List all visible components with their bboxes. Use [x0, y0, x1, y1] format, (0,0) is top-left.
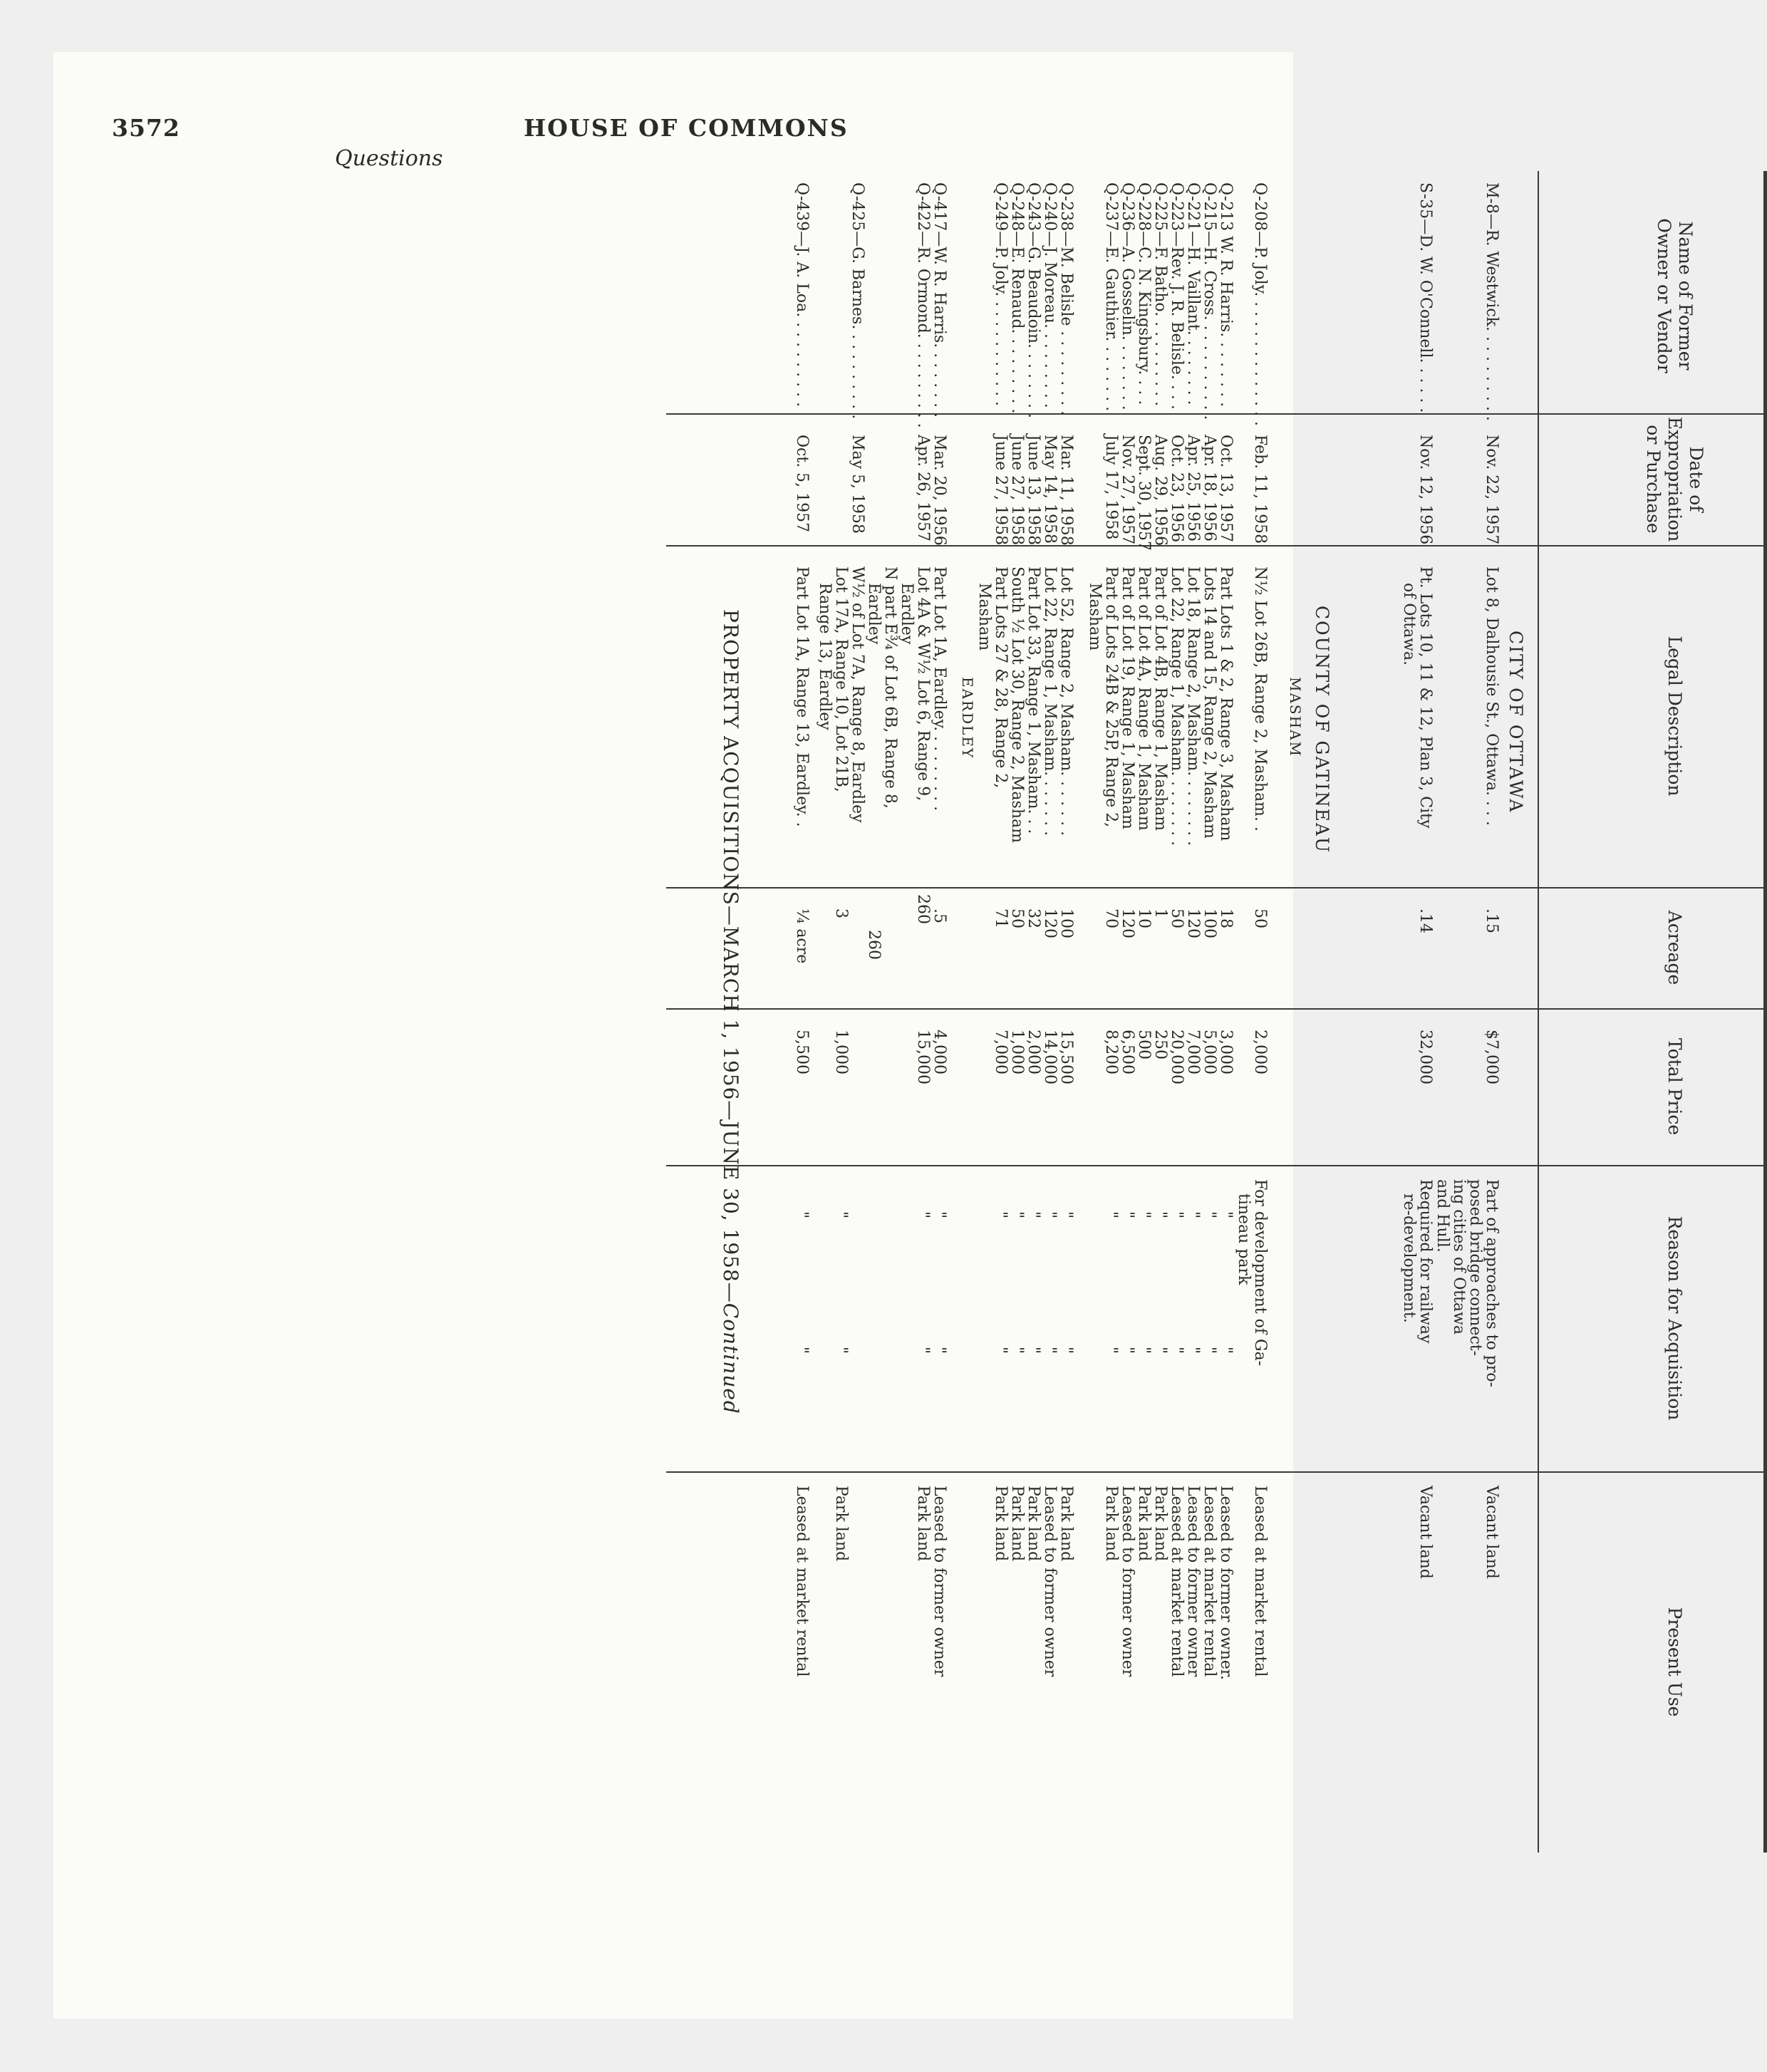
- acquisition-date: Mar. 11, 1958: [1057, 435, 1075, 546]
- acreage: 3: [832, 908, 850, 918]
- ditto-mark: ": [1184, 1347, 1202, 1354]
- acreage: .14: [1416, 908, 1434, 933]
- total-price: 8,200: [1102, 1030, 1120, 1074]
- legal-description: Lots 14 and 15, Range 2, Masham: [1201, 566, 1218, 839]
- acquisition-date: June 13, 1958: [1025, 435, 1042, 546]
- legal-description: Eardley: [898, 583, 916, 645]
- former-owner: Q-237—E. Gauthier. . . . . . . .: [1102, 182, 1120, 412]
- former-owner: Q-248—E. Renaud. . . . . . . . .: [1008, 182, 1026, 414]
- total-price: 5,500: [793, 1030, 811, 1074]
- ditto-mark: ": [1184, 1211, 1202, 1219]
- former-owner: S-35—D. W. O'Connell. . . . . .: [1416, 182, 1434, 413]
- legal-description: Part Lot 33, Range 1, Masham. . .: [1025, 566, 1042, 834]
- ditto-mark: ": [992, 1347, 1010, 1354]
- acquisition-date: Apr. 26, 1957: [914, 435, 932, 542]
- header-acreage: Acreage: [1664, 910, 1685, 985]
- total-price: 7,000: [992, 1030, 1010, 1074]
- acreage: 120: [1041, 908, 1059, 938]
- present-use: Vacant land: [1416, 1486, 1434, 1579]
- acquisition-date: May 5, 1958: [849, 435, 866, 534]
- present-use: Vacant land: [1483, 1486, 1501, 1579]
- former-owner: Q-425—G. Barnes. . . . . . . . . .: [849, 182, 866, 420]
- total-price: 4,000: [931, 1030, 948, 1074]
- present-use: Park land: [992, 1486, 1010, 1562]
- ditto-mark: ": [1008, 1211, 1026, 1219]
- total-price: 500: [1135, 1030, 1153, 1060]
- former-owner: Q-439—J. A. Loa. . . . . . . . . .: [793, 182, 811, 408]
- present-use: Park land: [1102, 1486, 1120, 1562]
- legal-description: Part Lot 1A, Range 13, Eardley. .: [793, 566, 811, 827]
- acreage: 260: [914, 894, 932, 924]
- legal-description: Lot 22, Range 1, Masham. . . . . . .: [1041, 566, 1059, 836]
- legal-description: Pt. Lots 10, 11 & 12, Plan 3, City: [1416, 566, 1434, 829]
- ditto-mark: ": [1102, 1211, 1120, 1219]
- acquisition-reason: ing cities of Ottawa: [1450, 1179, 1468, 1335]
- ditto-mark: ": [914, 1347, 932, 1354]
- acquisition-reason: Part of approaches to pro-: [1483, 1179, 1501, 1387]
- column-divider: [666, 545, 1767, 547]
- ditto-mark: ": [1135, 1211, 1153, 1219]
- present-use: Park land: [1057, 1486, 1075, 1562]
- former-owner: Q-422—R. Ormond. . . . . . . . . .: [914, 182, 932, 428]
- header-name: Name of Former Owner or Vendor: [1654, 218, 1696, 373]
- column-divider: [666, 1165, 1767, 1166]
- total-price: $7,000: [1483, 1030, 1501, 1084]
- header-legal: Legal Description: [1664, 636, 1685, 797]
- acquisition-date: Apr. 18, 1956: [1201, 435, 1218, 542]
- acreage: 70: [1102, 908, 1120, 928]
- acreage: 50: [1008, 908, 1026, 928]
- present-use: Park land: [832, 1486, 850, 1562]
- subsection-eardley: EARDLEY: [959, 677, 976, 760]
- acreage: 100: [1057, 908, 1075, 938]
- header-price: Total Price: [1664, 1037, 1685, 1136]
- total-price: 15,500: [1057, 1030, 1075, 1084]
- acquisition-date: Nov. 22, 1957: [1483, 435, 1501, 545]
- acreage: 50: [1168, 908, 1186, 928]
- column-divider: [666, 1008, 1767, 1010]
- present-use: Leased at market rental: [1201, 1486, 1218, 1677]
- ditto-mark: ": [1217, 1347, 1235, 1354]
- former-owner: Q-249—P. Joly. . . . . . . . . . . .: [992, 182, 1010, 407]
- acquisition-date: Aug. 29, 1956: [1151, 435, 1169, 547]
- acreage: 120: [1119, 908, 1136, 938]
- acreage: 100: [1201, 908, 1218, 938]
- total-price: 14,000: [1041, 1030, 1059, 1084]
- present-use: Park land: [1151, 1486, 1169, 1562]
- present-use: Park land: [1008, 1486, 1026, 1562]
- acquisition-date: Oct. 5, 1957: [793, 435, 811, 533]
- ditto-mark: ": [1217, 1211, 1235, 1219]
- present-use: Leased to former owner: [931, 1486, 948, 1677]
- ditto-mark: ": [832, 1347, 850, 1354]
- acreage: 50: [1251, 908, 1269, 928]
- acquisition-date: Sept. 30, 1957: [1135, 435, 1153, 551]
- ditto-mark: ": [931, 1211, 948, 1219]
- ditto-mark: ": [1102, 1347, 1120, 1354]
- total-price: 2,000: [1025, 1030, 1042, 1074]
- subsection-masham: MASHAM: [1287, 677, 1304, 757]
- former-owner: Q-208—P. Joly. . . . . . . . . . . . . .: [1251, 182, 1269, 427]
- acreage: .5: [931, 908, 948, 923]
- legal-description: Part Lots 1 & 2, Range 3, Masham: [1217, 566, 1235, 841]
- ditto-mark: ": [1119, 1211, 1136, 1219]
- ditto-mark: ": [793, 1347, 811, 1354]
- acreage: 120: [1184, 908, 1202, 938]
- property-table: [666, 171, 1767, 1853]
- legal-description: N½ Lot 26B, Range 2, Masham. .: [1251, 566, 1269, 832]
- total-price: 2,000: [1251, 1030, 1269, 1074]
- acquisition-date: June 27, 1958: [1008, 435, 1026, 546]
- legal-description: Part of Lot 19, Range 1, Masham: [1119, 566, 1136, 829]
- legal-description: Masham: [1086, 583, 1104, 651]
- present-use: Leased to former owner.: [1217, 1486, 1235, 1680]
- acquisition-date: Mar. 20, 1956: [931, 435, 948, 546]
- acquisition-date: Nov. 12, 1956: [1416, 435, 1434, 545]
- legal-description: Lot 4A & W½ Lot 6, Range 9,: [914, 566, 932, 802]
- present-use: Leased to former owner: [1119, 1486, 1136, 1677]
- former-owner: Q-223—Rev. J. R. Belisle. . . .: [1168, 182, 1186, 410]
- acquisition-date: Oct. 23, 1956: [1168, 435, 1186, 543]
- former-owner: Q-236—A. Gosselin. . . . . . . .: [1119, 182, 1136, 410]
- header-use: Present Use: [1664, 1607, 1685, 1717]
- acreage: 1: [1151, 908, 1169, 918]
- former-owner: Q-417—W. R. Harris. . . . . . . .: [931, 182, 948, 418]
- acreage: 10: [1135, 908, 1153, 928]
- acquisition-date: Apr. 25, 1956: [1184, 435, 1202, 542]
- header-date: Date of Expropriation or Purchase: [1643, 417, 1706, 542]
- legal-description: Masham: [975, 583, 993, 651]
- acquisition-reason: tineau park: [1235, 1193, 1253, 1285]
- ditto-mark: ": [1057, 1347, 1075, 1354]
- acquisition-date: July 17, 1958: [1102, 435, 1120, 540]
- acquisition-reason: re-development.: [1400, 1193, 1418, 1323]
- ditto-mark: ": [914, 1211, 932, 1219]
- acreage: ¼ acre: [793, 908, 811, 964]
- page-number: 3572: [112, 114, 180, 142]
- total-price: 32,000: [1416, 1030, 1434, 1084]
- ditto-mark: ": [1119, 1347, 1136, 1354]
- present-use: Park land: [914, 1486, 932, 1562]
- acreage: 71: [992, 908, 1010, 928]
- acquisition-date: Nov. 27, 1957: [1119, 435, 1136, 545]
- present-use: Park land: [1135, 1486, 1153, 1562]
- former-owner: Q-243—G. Beaudoin. . . . . . . .: [1025, 182, 1042, 418]
- section-label: Questions: [335, 146, 443, 171]
- legal-description: W½ of Lot 7A, Range 8, Eardley: [849, 566, 866, 823]
- ditto-mark: ": [832, 1211, 850, 1219]
- ditto-mark: ": [931, 1347, 948, 1354]
- ditto-mark: ": [1057, 1211, 1075, 1219]
- ditto-mark: ": [1168, 1211, 1186, 1219]
- ditto-mark: ": [1041, 1347, 1059, 1354]
- former-owner: Q-240—J. Moreau. . . . . . . . .: [1041, 182, 1059, 408]
- total-price: 15,000: [914, 1030, 932, 1084]
- former-owner: Q-228—C. N. Kingsbury. . . .: [1135, 182, 1153, 405]
- legal-description: Lot 17A, Range 10, Lot 21B,: [832, 566, 850, 792]
- legal-description: of Ottawa.: [1400, 583, 1418, 666]
- ditto-mark: ": [1025, 1347, 1042, 1354]
- acreage: 260: [865, 930, 883, 960]
- total-price: 20,000: [1168, 1030, 1186, 1084]
- ditto-mark: ": [1168, 1347, 1186, 1354]
- total-price: 6,500: [1119, 1030, 1136, 1074]
- present-use: Leased at market rental: [793, 1486, 811, 1677]
- acquisition-date: June 27, 1958: [992, 435, 1010, 546]
- legal-description: Part of Lot 4A, Range 1, Masham: [1135, 566, 1153, 831]
- legal-description: Lot 8, Dalhousie St., Ottawa. . . .: [1483, 566, 1501, 827]
- total-price: 3,000: [1217, 1030, 1235, 1074]
- former-owner: Q-221—H. Vaillant. . . . . . . .: [1184, 182, 1202, 405]
- present-use: Leased at market rental: [1168, 1486, 1186, 1677]
- total-price: 1,000: [1008, 1030, 1026, 1074]
- table-title-continued: Continued: [719, 1302, 742, 1414]
- legal-description: Part Lot 1A, Eardley. . . . . . . . .: [931, 566, 948, 812]
- ditto-mark: ": [1151, 1347, 1169, 1354]
- table-top-rule: [1763, 171, 1767, 1853]
- total-price: 5,000: [1201, 1030, 1218, 1074]
- acquisition-date: Oct. 13, 1957: [1217, 435, 1235, 543]
- acreage: 32: [1025, 908, 1042, 928]
- ditto-mark: ": [1151, 1211, 1169, 1219]
- legal-description: Range 13, Eardley: [816, 583, 834, 730]
- table-title: [719, 171, 742, 1853]
- legal-description: Part of Lots 24B & 25P, Range 2,: [1102, 566, 1120, 828]
- acquisition-date: Feb. 11, 1958: [1251, 435, 1269, 544]
- former-owner: Q-238—M. Belisle . . . . . . . . .: [1057, 182, 1075, 416]
- acquisition-reason: For development of Ga-: [1251, 1179, 1269, 1367]
- ditto-mark: ": [1008, 1347, 1026, 1354]
- running-head: HOUSE OF COMMONS: [524, 114, 849, 142]
- present-use: Leased at market rental: [1251, 1486, 1269, 1677]
- table-title-text: PROPERTY ACQUISITIONS—MARCH 1, 1956—JUNE 30, 1958—: [719, 609, 742, 1303]
- legal-description: Lot 22, Range 1, Masham. . . . . . . .: [1168, 566, 1186, 846]
- column-divider: [666, 1471, 1767, 1473]
- header-reason: Reason for Acquisition: [1664, 1216, 1685, 1421]
- ditto-mark: ": [1041, 1211, 1059, 1219]
- ditto-mark: ": [793, 1211, 811, 1219]
- acreage: .15: [1483, 908, 1501, 933]
- acreage: 18: [1217, 908, 1235, 928]
- ditto-mark: ": [1201, 1211, 1218, 1219]
- table-header-rule: [1538, 171, 1539, 1853]
- legal-description: South ½ Lot 30, Range 2, Masham: [1008, 566, 1026, 843]
- acquisition-reason: Required for railway: [1416, 1179, 1434, 1344]
- acquisition-reason: posed bridge connect-: [1466, 1179, 1484, 1357]
- present-use: Leased to former owner: [1041, 1486, 1059, 1677]
- ditto-mark: ": [1025, 1211, 1042, 1219]
- present-use: Leased to former owner: [1184, 1486, 1202, 1677]
- legal-description: Part of Lot 4B, Range 1, Masham: [1151, 566, 1169, 832]
- present-use: Park land: [1025, 1486, 1042, 1562]
- former-owner: Q-213 W. R. Harris. . . . . . . .: [1217, 182, 1235, 408]
- former-owner: Q-215—H. Cross. . . . . . . . . . .: [1201, 182, 1218, 420]
- ditto-mark: ": [992, 1211, 1010, 1219]
- acquisition-reason: and Hull.: [1434, 1179, 1451, 1253]
- legal-description: N part E¾ of Lot 6B, Range 8,: [881, 566, 899, 809]
- legal-description: Lot 52, Range 2, Masham. . . . . . .: [1057, 566, 1075, 836]
- column-divider: [666, 887, 1767, 889]
- former-owner: M-8—R. Westwick. . . . . . . . . .: [1483, 182, 1501, 421]
- section-county-of-gatineau: COUNTY OF GATINEAU: [1312, 606, 1332, 854]
- ditto-mark: ": [1201, 1347, 1218, 1354]
- legal-description: Eardley: [865, 583, 883, 645]
- total-price: 7,000: [1184, 1030, 1202, 1074]
- ditto-mark: ": [1135, 1347, 1153, 1354]
- legal-description: Part Lots 27 & 28, Range 2,: [992, 566, 1010, 789]
- legal-description: Lot 18, Range 2, Masham. . . . . . . .: [1184, 566, 1202, 846]
- total-price: 1,000: [832, 1030, 850, 1074]
- total-price: 250: [1151, 1030, 1169, 1060]
- acquisition-date: May 14, 1958: [1041, 435, 1059, 544]
- former-owner: Q-225—F. Batho. . . . . . . . . .: [1151, 182, 1169, 407]
- section-city-of-ottawa: CITY OF OTTAWA: [1506, 631, 1526, 814]
